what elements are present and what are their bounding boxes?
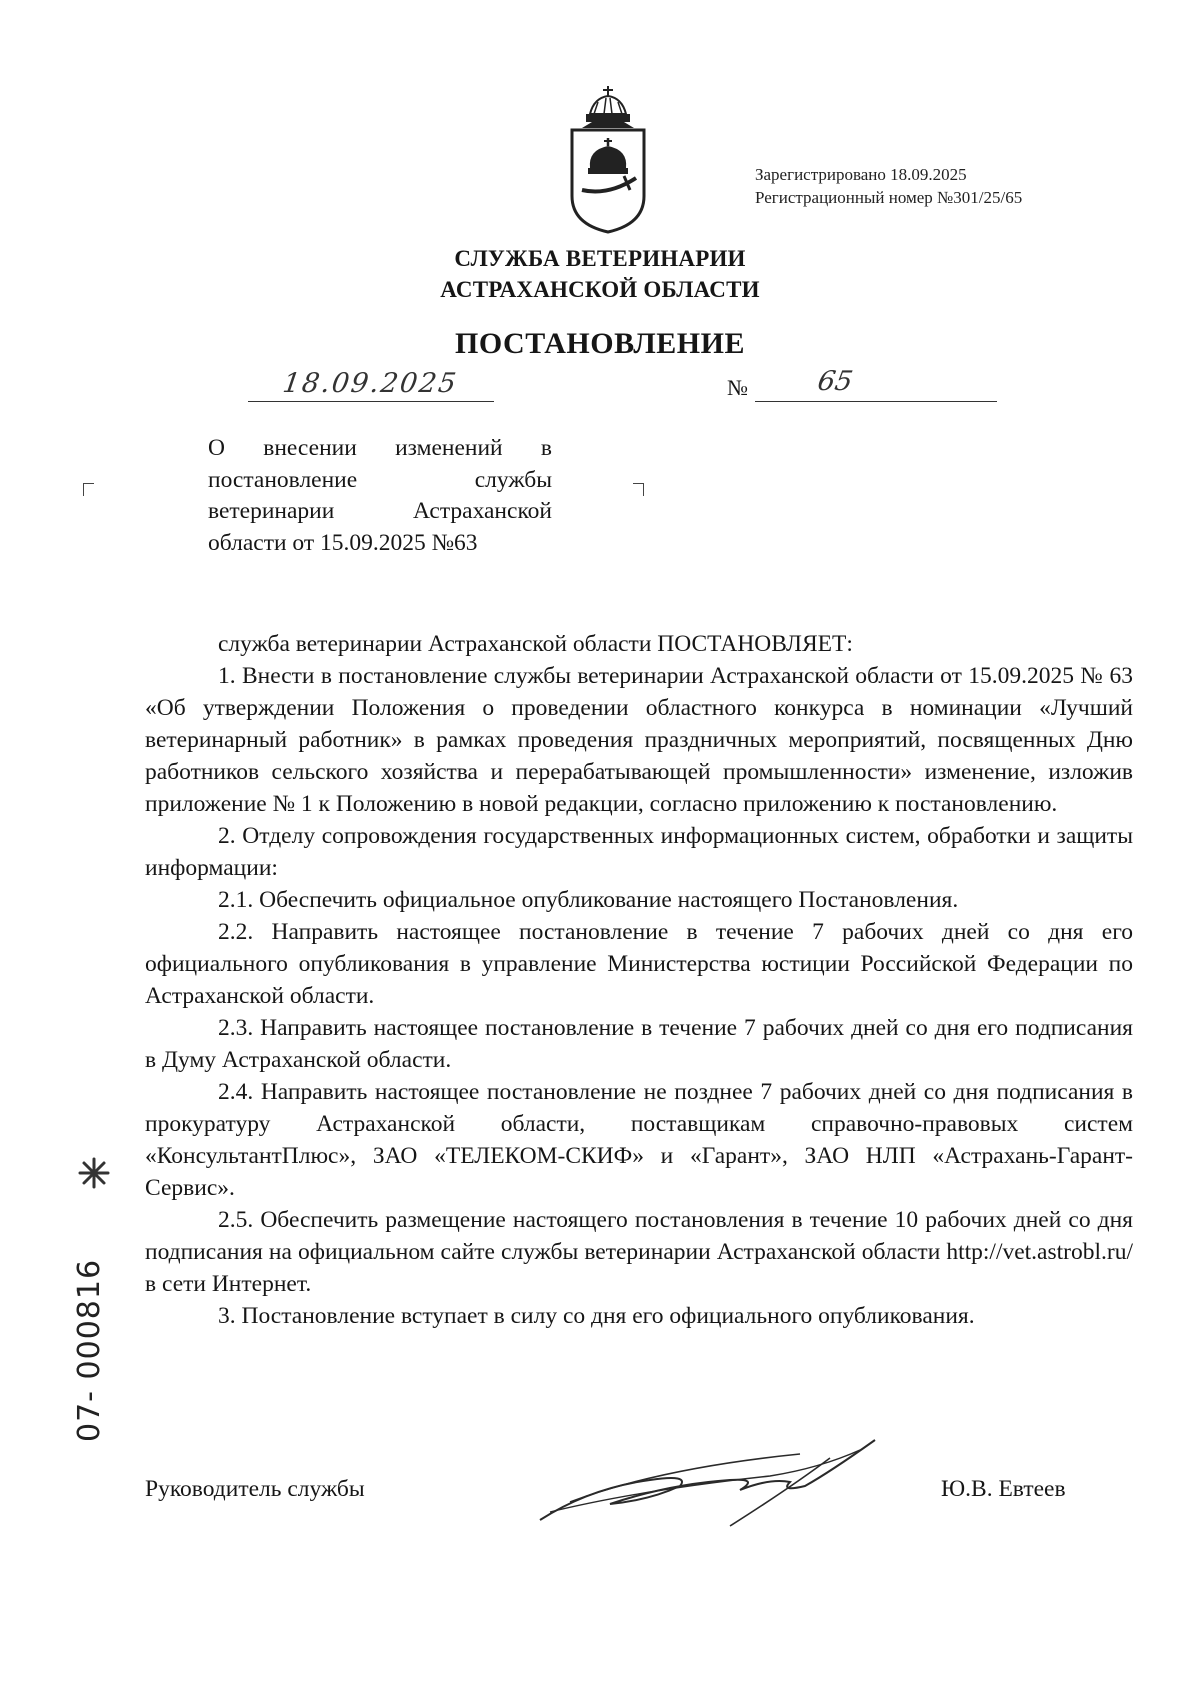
number-label: № bbox=[727, 375, 748, 400]
registration-date: Зарегистрировано 18.09.2025 bbox=[755, 165, 967, 184]
organization-name bbox=[0, 243, 1200, 305]
preamble: служба ветеринарии Астраханской области ПОСТАНОВЛЯЕТ: bbox=[218, 631, 853, 657]
registration-number: Регистрационный номер №301/25/65 bbox=[755, 188, 1023, 207]
signatory-name: Ю.В. Евтеев bbox=[941, 1476, 1066, 1502]
paragraph-2-5: 2.5. Обеспечить размещение настоящего постановления в течение 10 рабочих дней со дня подписания на официальном сайте службы ветеринарии Астраханской области http://vet.astrobl.ru/ в сети Интернет. bbox=[145, 1207, 1133, 1297]
paragraph-2: 2. Отделу сопровождения государственных информационных систем, обработки и защиты информации: bbox=[145, 823, 1133, 881]
signatory-title: Руководитель службы bbox=[145, 1476, 365, 1502]
paragraph-2-4: 2.4. Направить настоящее постановление не позднее 7 рабочих дней со дня подписания в прокуратуру Астраханской области, поставщикам справочно-правовых систем «КонсультантПлюс», ЗАО «ТЕЛЕКОМ-СКИФ» и «Гарант», ЗАО НЛП «Астрахань-Гарант-Сервис». bbox=[145, 1079, 1133, 1201]
handwritten-signature bbox=[530, 1428, 880, 1528]
coat-of-arms-icon bbox=[564, 84, 652, 234]
document-type: ПОСТАНОВЛЕНИЕ bbox=[455, 327, 745, 360]
number-underline bbox=[755, 401, 997, 402]
subject-line: постановление службы bbox=[208, 466, 552, 493]
document-subject bbox=[208, 433, 552, 559]
paragraph-2-2: 2.2. Направить настоящее постановление в течение 7 рабочих дней со дня его официального опубликования в управление Министерства юстиции Российской Федерации по Астраханской области. bbox=[145, 919, 1133, 1009]
document-number: 65 bbox=[815, 366, 856, 397]
organization-line-2: АСТРАХАНСКОЙ ОБЛАСТИ bbox=[440, 277, 760, 302]
paragraph-2-1: 2.1. Обеспечить официальное опубликование настоящего Постановления. bbox=[218, 887, 959, 913]
document-body bbox=[145, 628, 1133, 1332]
subject-line: ветеринарии Астраханской bbox=[208, 498, 552, 524]
margin-stamp-number: 07- 000816 bbox=[72, 1258, 107, 1442]
asterisk-mark-icon bbox=[76, 1155, 112, 1191]
bracket-right bbox=[633, 483, 644, 496]
paragraph-3: 3. Постановление вступает в силу со дня его официального опубликования. bbox=[218, 1303, 975, 1329]
date-underline bbox=[248, 401, 494, 402]
document-date: 18.09.2025 bbox=[280, 368, 460, 399]
organization-line-1: СЛУЖБА ВЕТЕРИНАРИИ bbox=[454, 246, 746, 271]
subject-line: области от 15.09.2025 №63 bbox=[208, 529, 478, 556]
subject-line: О внесении изменений в bbox=[208, 435, 552, 461]
paragraph-1: 1. Внести в постановление службы ветеринарии Астраханской области от 15.09.2025 № 63 «Об утверждении Положения о проведении областного конкурса в номинации «Лучший ветеринарный работник» в рамках проведения праздничных мероприятий, посвященных Дню работников сельского хозяйства и перерабатывающей промышленности» изменение, изложив приложение № 1 к Положению в новой редакции, согласно приложению к постановлению. bbox=[145, 663, 1133, 817]
paragraph-2-3: 2.3. Направить настоящее постановление в течение 7 рабочих дней со дня его подписания в Думу Астраханской области. bbox=[145, 1015, 1133, 1073]
registration-block bbox=[755, 163, 1022, 209]
bracket-left bbox=[83, 483, 94, 496]
